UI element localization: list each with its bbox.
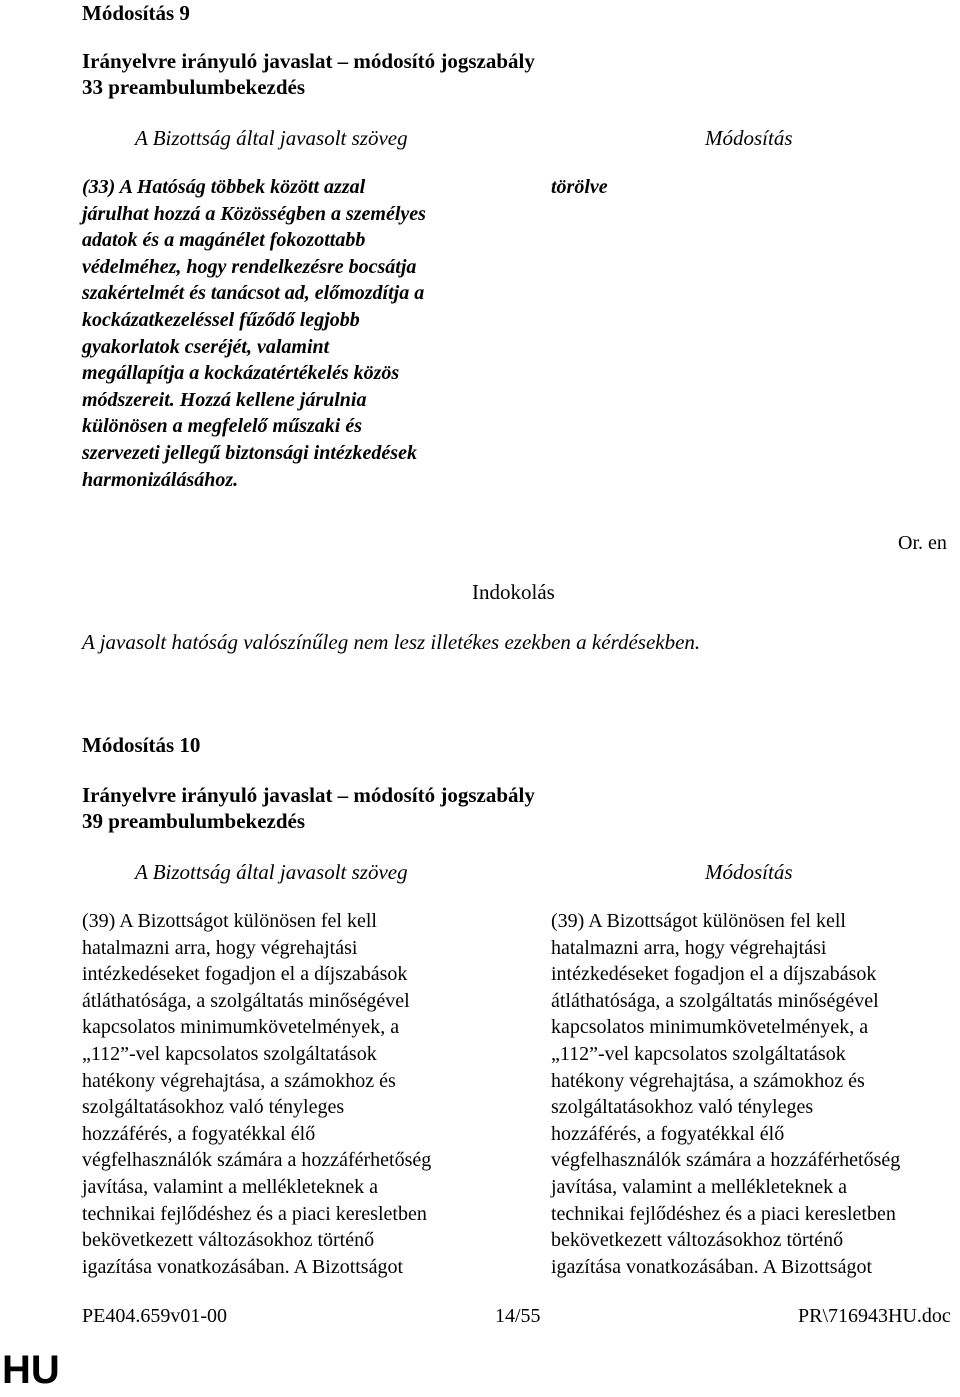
footer-doc-ref: PE404.659v01-00 [82,1305,227,1327]
text-line: megállapítja a kockázatértékelés közös [82,362,400,385]
footer-file-name: PR\716943HU.doc [798,1305,951,1327]
text-line: átláthatósága, a szolgáltatás minőségével [82,989,410,1012]
text-line: (33) A Hatóság többek között azzal [82,176,366,198]
text-line: kockázatkezeléssel fűződő legjobb [82,308,360,331]
text-line: szolgáltatásokhoz való tényleges [551,1096,814,1119]
amendment-9-right-header: Módosítás [705,126,793,150]
text-line: járulhat hozzá a Közösségben a személyes [82,202,426,225]
text-line: intézkedéseket fogadjon el a díjszabások [82,963,408,986]
amendment-9-right-text: törölve [551,176,608,198]
text-line: gyakorlatok cseréjét, valamint [82,335,330,358]
amendment-10-subject-line2: 39 preambulumbekezdés [82,809,306,833]
amendment-9-subject-line2: 33 preambulumbekezdés [82,75,306,99]
footer-language-code: HU [2,1348,60,1392]
text-line: (39) A Bizottságot különösen fel kell [82,910,377,932]
text-line: technikai fejlődéshez és a piaci keresletben [82,1202,427,1225]
text-line: bekövetkezett változásokhoz történő [551,1229,844,1252]
amendment-9-subject-line1: Irányelvre irányuló javaslat – módosító jogszabály [82,49,535,73]
amendment-10-right-header: Módosítás [705,860,793,884]
text-line: különösen a megfelelő műszaki és [82,415,363,438]
text-line: kapcsolatos minimumkövetelmények, a [82,1016,400,1039]
text-line: hozzáférés, a fogyatékkal élő [551,1122,785,1145]
text-line: szakértelmét és tanácsot ad, előmozdítja a [82,282,425,305]
text-line: adatok és a magánélet fokozottabb [82,229,366,252]
amendment-10-subject-line1: Irányelvre irányuló javaslat – módosító jogszabály [82,783,535,807]
text-line: harmonizálásához. [82,468,239,491]
amendment-10-right-text [551,908,900,1280]
justification-text: A javasolt hatóság valószínűleg nem lesz illetékes ezekben a kérdésekben. [82,630,701,654]
amendment-10-left-text [82,908,431,1280]
text-line: technikai fejlődéshez és a piaci keresletben [551,1202,896,1225]
text-line: intézkedéseket fogadjon el a díjszabások [551,963,877,986]
text-line: „112”-vel kapcsolatos szolgáltatások [82,1042,377,1065]
text-line: hatalmazni arra, hogy végrehajtási [82,936,358,959]
text-line: végfelhasználók számára a hozzáférhetőség [551,1149,901,1172]
text-line: javítása, valamint a mellékleteknek a [82,1175,378,1198]
amendment-9-left-text [82,174,426,493]
original-language: Or. en [898,532,947,554]
amendment-9-title: Módosítás 9 [82,1,190,25]
text-line: hatalmazni arra, hogy végrehajtási [551,936,827,959]
footer-page-number: 14/55 [495,1305,541,1327]
text-line: átláthatósága, a szolgáltatás minőségével [551,989,879,1012]
amendment-10-title: Módosítás 10 [82,733,201,757]
text-line: bekövetkezett változásokhoz történő [82,1229,375,1252]
text-line: igazítása vonatkozásában. A Bizottságot [82,1255,404,1278]
text-line: hatékony végrehajtása, a számokhoz és [551,1069,865,1092]
amendment-10-left-header: A Bizottság által javasolt szöveg [135,860,408,884]
text-line: végfelhasználók számára a hozzáférhetőség [82,1149,432,1172]
text-line: védelméhez, hogy rendelkezésre bocsátja [82,255,417,278]
text-line: kapcsolatos minimumkövetelmények, a [551,1016,869,1039]
text-line: javítása, valamint a mellékleteknek a [551,1175,847,1198]
justification-heading: Indokolás [472,580,555,604]
text-line: „112”-vel kapcsolatos szolgáltatások [551,1042,846,1065]
text-line: (39) A Bizottságot különösen fel kell [551,910,846,932]
text-line: módszereit. Hozzá kellene járulnia [82,388,367,411]
text-line: szervezeti jellegű biztonsági intézkedések [82,441,417,464]
amendment-9-left-header: A Bizottság által javasolt szöveg [135,126,408,150]
text-line: szolgáltatásokhoz való tényleges [82,1096,345,1119]
text-line: hozzáférés, a fogyatékkal élő [82,1122,316,1145]
text-line: igazítása vonatkozásában. A Bizottságot [551,1255,873,1278]
text-line: hatékony végrehajtása, a számokhoz és [82,1069,396,1092]
